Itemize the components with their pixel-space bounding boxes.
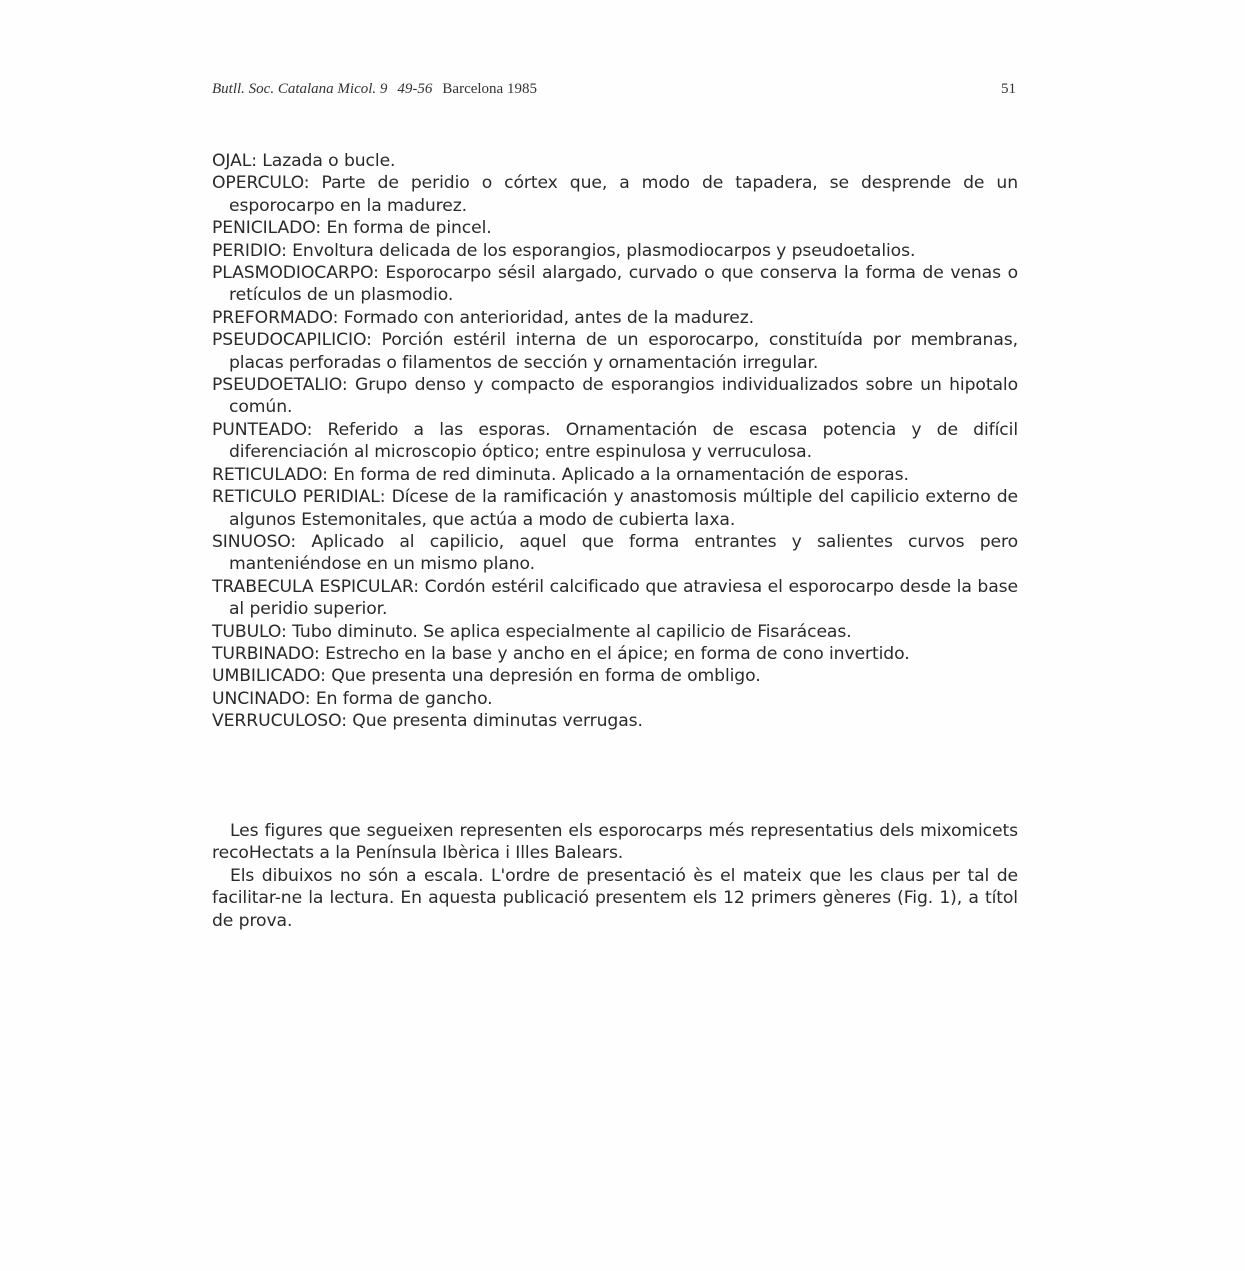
- glossary-entry: [212, 240, 1018, 262]
- page-number: 51: [1001, 81, 1016, 97]
- glossary-term: RETICULO PERIDIAL:: [212, 487, 386, 508]
- glossary-entry: [212, 576, 1018, 621]
- glossary-list: [212, 150, 1018, 733]
- glossary-definition: Dícese de la ramificación y anastomosis múltiple del capilicio externo de algunos Estemonitales, que actúa a modo de cubierta laxa.: [229, 487, 1018, 530]
- glossary-definition: Estrecho en la base y ancho en el ápice; en forma de cono invertido.: [325, 643, 910, 664]
- glossary-entry: [212, 217, 1018, 239]
- glossary-term: RETICULADO:: [212, 464, 328, 485]
- glossary-definition: Envoltura delicada de los esporangios, plasmodiocarpos y pseudoetalios.: [292, 240, 916, 261]
- publication-place-year: Barcelona 1985: [442, 81, 537, 97]
- glossary-entry: [212, 531, 1018, 576]
- glossary-definition: Esporocarpo sésil alargado, curvado o que conserva la forma de venas o retículos de un plasmodio.: [229, 263, 1018, 306]
- glossary-definition: En forma de red diminuta. Aplicado a la ornamentación de esporas.: [333, 464, 909, 485]
- glossary-definition: Cordón estéril calcificado que atraviesa el esporocarpo desde la base al peridio superior.: [229, 576, 1018, 620]
- glossary-definition: En forma de pincel.: [326, 218, 492, 239]
- glossary-definition: Porción estéril interna de un esporocarpo, constituída por membranas, placas perforadas o filamentos de sección y ornamentación irregular.: [229, 330, 1018, 373]
- glossary-entry: [212, 262, 1018, 307]
- glossary-entry: [212, 688, 1018, 710]
- journal-citation: [212, 81, 537, 98]
- glossary-definition: Lazada o bucle.: [262, 151, 396, 171]
- journal-title: Butll. Soc. Catalana Micol. 9: [212, 81, 388, 97]
- glossary-term: OPERCULO:: [212, 173, 310, 194]
- glossary-term: OJAL:: [212, 151, 257, 171]
- glossary-definition: Formado con anterioridad, antes de la madurez.: [343, 307, 754, 328]
- glossary-term: PERIDIO:: [212, 240, 287, 261]
- glossary-term: PLASMODIOCARPO:: [212, 263, 379, 284]
- glossary-entry: [212, 665, 1018, 687]
- glossary-entry: [212, 307, 1018, 329]
- glossary-term: UMBILICADO:: [212, 666, 326, 687]
- glossary-term: TURBINADO:: [212, 643, 320, 664]
- glossary-definition: Referido a las esporas. Ornamentación de escasa potencia y de difícil diferenciación al microscopio óptico; entre espinulosa y verruculosa.: [229, 419, 1018, 463]
- glossary-term: PSEUDOCAPILICIO:: [212, 330, 372, 351]
- glossary-entry: [212, 464, 1018, 486]
- body-paragraph: Els dibuixos no són a escala. L'ordre de presentació ès el mateix que les claus per tal de facilitar-ne la lectura. En aquesta publicació presentem els 12 primers gèneres (Fig. 1), a títol de prova.: [212, 865, 1018, 931]
- article-page-range: 49-56: [397, 81, 433, 97]
- glossary-term: PSEUDOETALIO:: [212, 375, 348, 396]
- glossary-term: PENICILADO:: [212, 218, 322, 239]
- glossary-entry: [212, 486, 1018, 531]
- glossary-entry: [212, 150, 1018, 172]
- glossary-term: TUBULO:: [212, 621, 287, 642]
- body-paragraph: Les figures que segueixen representen els esporocarps més representatius dels mixomicets recoHectats a la Península Ibèrica i Illes Balears.: [212, 821, 1018, 864]
- glossary-definition: Parte de peridio o córtex que, a modo de tapadera, se desprende de un esporocarpo en la madurez.: [229, 173, 1018, 216]
- body-text: [212, 820, 1018, 932]
- glossary-definition: Que presenta una depresión en forma de ombligo.: [331, 666, 761, 687]
- glossary-term: TRABECULA ESPICULAR:: [212, 576, 419, 597]
- glossary-term: UNCINADO:: [212, 688, 311, 709]
- glossary-definition: En forma de gancho.: [315, 688, 493, 709]
- glossary-entry: [212, 419, 1018, 464]
- glossary-entry: [212, 643, 1018, 665]
- glossary-entry: [212, 710, 1018, 732]
- glossary-definition: Tubo diminuto. Se aplica especialmente al capilicio de Fisaráceas.: [292, 621, 852, 642]
- glossary-term: VERRUCULOSO:: [212, 711, 347, 732]
- glossary-entry: [212, 172, 1018, 217]
- glossary-entry: [212, 374, 1018, 419]
- running-header: [212, 81, 1016, 103]
- glossary-term: PUNTEADO:: [212, 419, 313, 440]
- glossary-term: SINUOSO:: [212, 531, 297, 552]
- glossary-entry: [212, 621, 1018, 643]
- glossary-entry: [212, 329, 1018, 374]
- glossary-definition: Grupo denso y compacto de esporangios individualizados sobre un hipotalo común.: [229, 375, 1018, 418]
- glossary-definition: Que presenta diminutas verrugas.: [352, 711, 643, 732]
- glossary-term: PREFORMADO:: [212, 307, 339, 328]
- glossary-definition: Aplicado al capilicio, aquel que forma entrantes y salientes curvos pero manteniéndose en un mismo plano.: [229, 531, 1019, 575]
